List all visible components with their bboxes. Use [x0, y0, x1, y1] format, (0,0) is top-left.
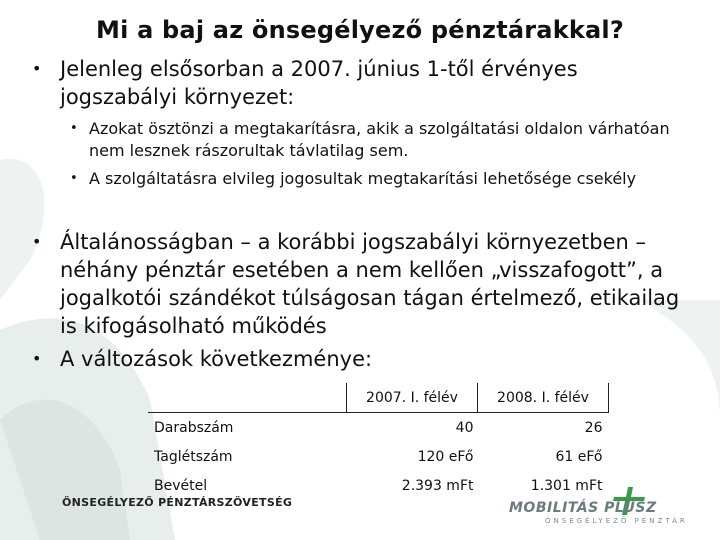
logo-subtext: ÖNSEGÉLYEZŐ PÉNZTÁR: [545, 517, 688, 525]
column-header: 2007. I. félév: [347, 383, 478, 413]
bullet-dot-icon: •: [70, 121, 78, 136]
table-row: [148, 442, 609, 471]
page-title: Mi a baj az önsegélyező pénztárakkal?: [96, 16, 624, 44]
row-label: Bevétel: [154, 477, 208, 494]
subbullet-text: Azokat ösztönzi a megtakarításra, akik a szolgáltatási oldalon várhatóan nem lesznek rászorultak távlatilag sem.: [89, 119, 670, 160]
table-row: [148, 413, 609, 443]
bullet-item: [32, 55, 692, 111]
table-header-empty: [148, 383, 347, 413]
bullet-text: Jelenleg elsősorban a 2007. június 1-től érvényes jogszabályi környezet:: [60, 57, 578, 109]
bullet-dot-icon: •: [32, 232, 42, 251]
subbullet-item: [70, 168, 670, 190]
mobilitas-plusz-logo: [505, 485, 695, 529]
column-header: 2008. I. félév: [478, 383, 609, 413]
bullet-dot-icon: •: [70, 171, 78, 186]
bullet-text: Általánosságban – a korábbi jogszabályi környezetben – néhány pénztár esetében a nem kellően „visszafogott”, a jogalkotói szándékot túlságosan tágan értelmező, etikailag is kifogásolható működés: [60, 230, 680, 338]
bullet-item: [32, 345, 692, 373]
statistics-table: [148, 383, 609, 500]
bullet-dot-icon: •: [32, 59, 42, 78]
cell-value: 2.393 mFt: [401, 477, 474, 494]
cell-value: 1.301 mFt: [530, 477, 603, 494]
bullet-dot-icon: •: [32, 349, 42, 368]
cell-value: 61 eFő: [555, 448, 603, 465]
bullet-item: [32, 228, 692, 340]
logo-text: MOBILITÁS PLUSZ: [509, 500, 657, 516]
association-name: ÖNSEGÉLYEZŐ PÉNZTÁRSZÖVETSÉG: [62, 496, 293, 509]
table-header-row: [148, 383, 609, 413]
cell-value: 26: [584, 419, 603, 436]
subbullet-item: [70, 118, 670, 162]
cell-value: 40: [455, 419, 474, 436]
cell-value: 120 eFő: [417, 448, 474, 465]
bullet-text: A változások következménye:: [60, 347, 373, 371]
row-label: Taglétszám: [154, 448, 233, 465]
row-label: Darabszám: [154, 419, 234, 436]
subbullet-text: A szolgáltatásra elvileg jogosultak megtakarítási lehetősége csekély: [89, 169, 637, 188]
